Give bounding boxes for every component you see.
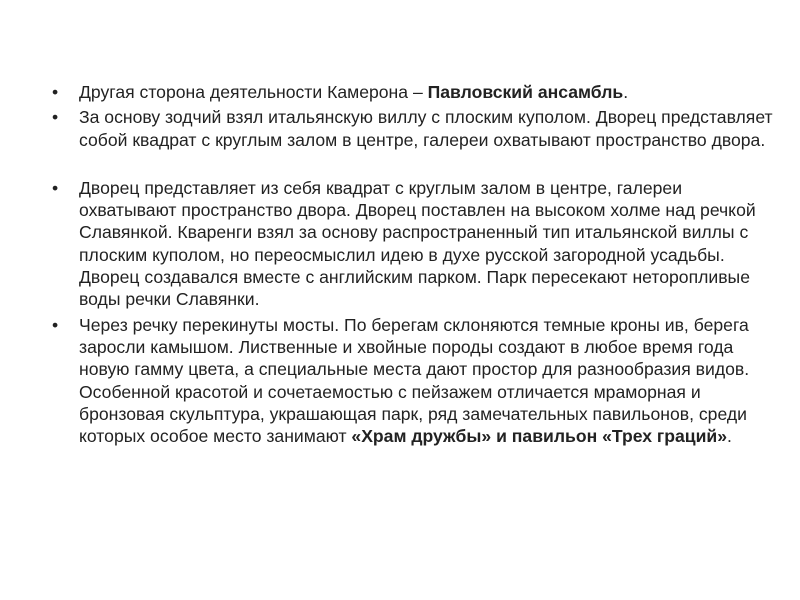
bullet-bold-text: «Храм дружбы» и павильон «Трех граций»	[351, 426, 728, 447]
bullet-item-park-bridges	[52, 314, 780, 448]
bullet-item-italian-villa	[52, 106, 780, 151]
bullet-tail: .	[623, 82, 629, 102]
bullet-tail: .	[727, 426, 732, 447]
bullet-text: Другая сторона деятельности Камерона –	[79, 82, 428, 102]
bullet-text: Через речку перекинуты мосты. По берегам склоняются темные кроны ив, берега заросли камышом. Лиственные и хвойные породы создают в любое время года новую гамму цвета, а специальные места дают простор для разнообразия видов. Особенной красотой и сочетаемостью с пейзажем отличается мраморная и бронзовая скульптура, украшающая парк, ряд замечательных павильонов, среди которых особое место занимают	[79, 314, 750, 447]
bullet-marker: •	[52, 107, 59, 128]
bullet-text: За основу зодчий взял итальянскую виллу с плоским куполом. Дворец представляет собой квадрат с круглым залом в центре, галереи охватывают пространство двора.	[79, 107, 773, 150]
bullet-list	[52, 81, 780, 447]
bullet-marker: •	[52, 314, 59, 335]
bullet-text: Дворец представляет из себя квадрат с круглым залом в центре, галереи охватывают пространство двора. Дворец поставлен на высоком холме над речкой Славянкой. Кваренги взял за основу распространенный тип итальянской виллы с плоским куполом, но переосмыслил идею в духе русской загородной усадьбы. Дворец создавался вместе с английским парком. Парк пересекают неторопливые воды речки Славянки.	[79, 177, 756, 310]
bullet-item-palace-description	[52, 177, 780, 311]
bullet-marker: •	[52, 82, 59, 102]
bullet-bold-text: Павловский ансамбль	[427, 82, 624, 102]
bullet-item-pavlovsk-ensemble	[52, 81, 780, 103]
bullet-marker: •	[52, 177, 59, 198]
